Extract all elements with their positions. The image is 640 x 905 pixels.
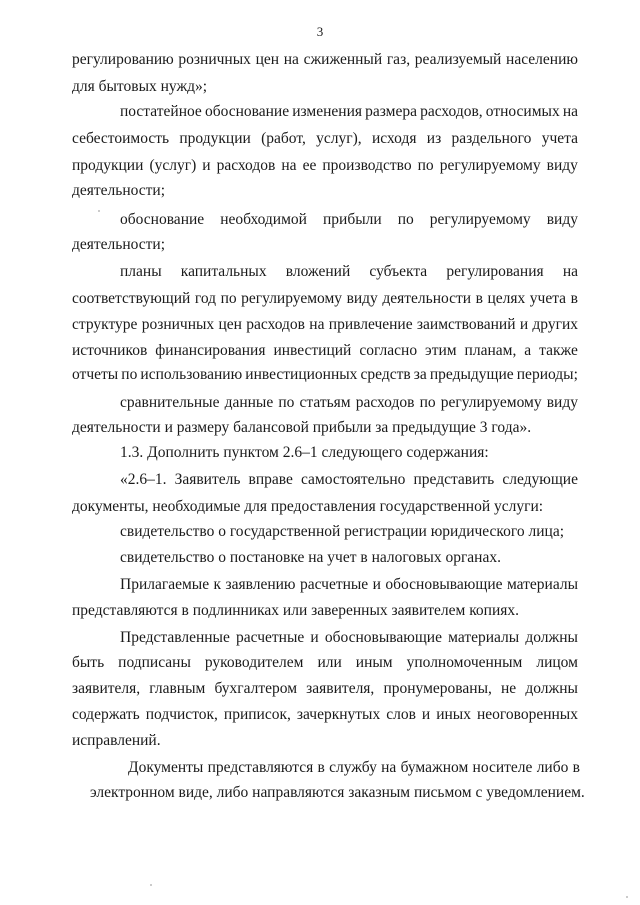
word: заявителя, — [306, 680, 375, 697]
text-line — [72, 129, 578, 149]
scan-speck — [150, 884, 152, 886]
word: или — [317, 654, 342, 671]
text-line — [72, 289, 578, 309]
word: обосновывающие — [324, 629, 442, 646]
word: периоды; — [516, 366, 578, 383]
word: учета — [541, 130, 578, 147]
scan-speck — [98, 210, 100, 212]
word: представляются — [207, 759, 314, 776]
word: привлечение — [328, 316, 413, 333]
word: материалы — [506, 576, 578, 593]
word: иных — [436, 706, 471, 723]
text-line: деятельности и размеру балансовой прибыли за предыдущие 3 года». — [72, 419, 532, 436]
word: инвестиций — [273, 342, 352, 359]
word: данные — [224, 394, 274, 411]
word: (услуг) — [149, 157, 197, 174]
word: целях — [487, 290, 526, 307]
word: и — [310, 629, 319, 646]
word: приписок, — [223, 706, 291, 723]
word: бумажном — [400, 759, 469, 776]
word: «2.6–1. — [120, 471, 167, 488]
word: вложений — [285, 263, 351, 280]
text-line: свидетельство о постановке на учет в налоговых органах. — [120, 549, 501, 566]
word: ее — [302, 157, 317, 174]
word: представить — [413, 471, 495, 488]
word: инвестиционных — [245, 366, 358, 383]
word: а — [524, 342, 532, 359]
text-line — [72, 705, 578, 725]
word: год — [194, 290, 217, 307]
word: носителе — [472, 759, 533, 776]
word: этим — [425, 342, 457, 359]
text-line: электронном виде, либо направляются заказным письмом с уведомлением. — [90, 784, 585, 801]
text-line — [72, 653, 578, 673]
word: по — [419, 394, 436, 411]
word: неоговоренных — [476, 706, 578, 723]
word: Прилагаемые — [120, 576, 210, 593]
text-line — [120, 102, 578, 122]
text-line — [72, 341, 578, 361]
word: уполномоченным — [406, 654, 523, 671]
word: по — [220, 290, 237, 307]
word: заимствований — [416, 316, 516, 333]
text-line — [72, 50, 578, 70]
word: регулируемому — [439, 157, 541, 174]
word: сравнительные — [120, 394, 220, 411]
word: заявлению — [225, 576, 296, 593]
word: по — [121, 366, 138, 383]
word: и — [202, 157, 211, 174]
word: в — [570, 290, 578, 307]
word: на — [562, 103, 578, 120]
word: субъекта — [369, 263, 428, 280]
word: сжиженный — [303, 51, 383, 68]
word: (работ, — [261, 130, 306, 147]
word: в — [317, 759, 325, 776]
word: соответствующий — [72, 290, 191, 307]
word: на — [281, 157, 297, 174]
text-line: деятельности; — [72, 182, 166, 199]
word: необходимой — [220, 211, 307, 228]
word: Представленные — [120, 629, 230, 646]
text-line — [128, 758, 580, 778]
word: постатейное — [120, 103, 202, 120]
text-line — [120, 262, 578, 282]
word: расходов — [216, 157, 276, 174]
word: по — [397, 211, 414, 228]
word: виду — [546, 211, 578, 228]
word: по — [278, 394, 295, 411]
word: исходя — [372, 130, 417, 147]
text-line — [72, 679, 578, 699]
word: изменения — [292, 103, 362, 120]
word: виду — [346, 290, 378, 307]
word: статьям — [299, 394, 351, 411]
word: регулируемому — [429, 211, 531, 228]
word: заявителя, — [72, 680, 141, 697]
text-line: свидетельство о государственной регистрации юридического лица; — [120, 523, 565, 540]
word: регулированию — [72, 51, 174, 68]
word: из — [426, 130, 442, 147]
word: средств — [360, 366, 411, 383]
word: бухгалтером — [214, 680, 298, 697]
text-line — [72, 156, 578, 176]
word: должны — [525, 629, 578, 646]
word: в — [572, 759, 580, 776]
word: прибыли — [322, 211, 382, 228]
word: по — [417, 157, 434, 174]
text-line — [72, 365, 578, 385]
word: других — [532, 316, 578, 333]
word: службу — [329, 759, 377, 776]
word: и — [421, 706, 431, 723]
word: структуре — [72, 316, 138, 333]
word: должны — [525, 680, 578, 697]
word: регулируемому — [241, 290, 343, 307]
word: расчетные — [236, 629, 305, 646]
word: либо — [536, 759, 569, 776]
word: розничных — [178, 51, 251, 68]
word: регулирования — [446, 263, 544, 280]
word: слов — [386, 706, 416, 723]
word: обосновывающие — [385, 576, 503, 593]
text-line — [120, 393, 578, 413]
word: на — [562, 263, 578, 280]
word: источников — [72, 342, 148, 359]
word: лицом — [536, 654, 578, 671]
word: деятельности — [382, 290, 472, 307]
word: капитальных — [180, 263, 267, 280]
word: главным — [149, 680, 206, 697]
word: розничных — [141, 316, 215, 333]
word: предыдущие — [429, 366, 514, 383]
word: себестоимость — [72, 130, 170, 147]
word: в — [475, 290, 483, 307]
word: за — [413, 366, 427, 383]
word: зачеркнутых — [296, 706, 381, 723]
text-line — [120, 470, 578, 490]
word: планы — [120, 263, 162, 280]
text-line — [72, 315, 578, 335]
word: на — [283, 51, 299, 68]
word: также — [539, 342, 578, 359]
word: расходов, — [420, 103, 483, 120]
word: Документы — [128, 759, 204, 776]
word: населению — [506, 51, 578, 68]
word: цен — [218, 316, 242, 333]
word: расчетные — [299, 576, 369, 593]
word: виду — [546, 394, 578, 411]
word: материалы — [448, 629, 520, 646]
word: размера — [365, 103, 417, 120]
word: продукции — [179, 130, 251, 147]
word: раздельного — [451, 130, 532, 147]
word: обоснование — [120, 211, 205, 228]
word: содержать — [72, 706, 140, 723]
word: относимых — [485, 103, 560, 120]
word: пронумерованы, — [383, 680, 492, 697]
word: продукции — [72, 157, 144, 174]
word: на — [309, 316, 325, 333]
word: использованию — [140, 366, 243, 383]
word: не — [501, 680, 517, 697]
word: производство — [322, 157, 412, 174]
text-line: исправлений. — [72, 732, 161, 749]
word: иным — [355, 654, 393, 671]
word: учета — [529, 290, 567, 307]
word: и — [372, 576, 381, 593]
word: расходов — [355, 394, 415, 411]
word: подчисток, — [145, 706, 218, 723]
word: самостоятельно — [300, 471, 406, 488]
word: планам, — [464, 342, 517, 359]
text-line — [120, 210, 578, 230]
word: следующие — [502, 471, 578, 488]
word: виду — [546, 157, 578, 174]
word: согласно — [359, 342, 418, 359]
word: газ, — [386, 51, 411, 68]
word: и — [519, 316, 529, 333]
text-line — [120, 628, 578, 648]
text-line: документы, необходимые для предоставления государственной услуги: — [72, 498, 544, 515]
word: расходов — [246, 316, 305, 333]
text-line: деятельности; — [72, 236, 166, 253]
word: к — [213, 576, 222, 593]
word: Заявитель — [174, 471, 241, 488]
word: реализуемый — [414, 51, 502, 68]
word: отчеты — [72, 366, 119, 383]
word: вправе — [248, 471, 293, 488]
text-line: для бытовых нужд»; — [72, 78, 208, 95]
word: услуг), — [316, 130, 362, 147]
text-line: представляются в подлинниках или заверенных заявителем копиях. — [72, 602, 520, 619]
word: на — [381, 759, 397, 776]
word: обоснование — [204, 103, 290, 120]
word: финансирования — [155, 342, 266, 359]
word: подписаны — [118, 654, 191, 671]
word: цен — [255, 51, 280, 68]
scan-speck — [626, 896, 628, 898]
word: быть — [72, 654, 105, 671]
text-line: 1.3. Дополнить пунктом 2.6–1 следующего содержания: — [120, 444, 489, 461]
word: регулируемому — [440, 394, 542, 411]
page-number: 3 — [316, 24, 324, 39]
text-line — [120, 575, 578, 595]
word: руководителем — [204, 654, 304, 671]
